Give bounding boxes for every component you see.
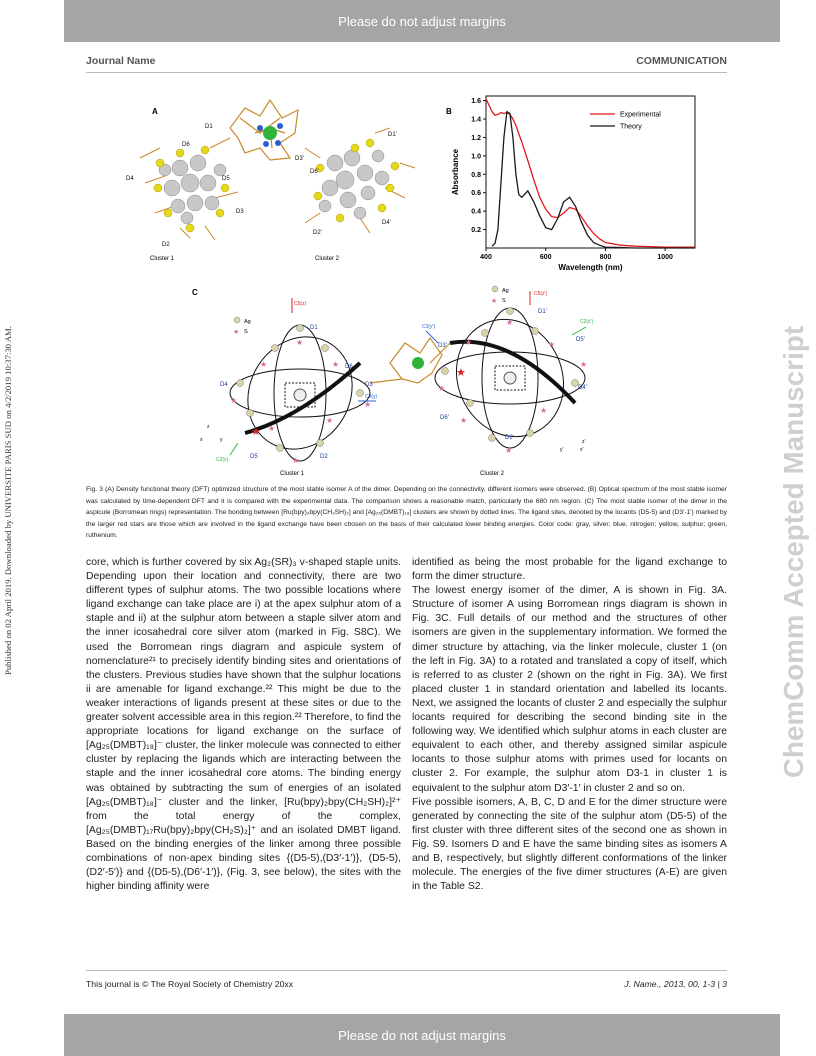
absorbance-chart — [440, 88, 705, 278]
footer-citation: J. Name., 2013, 00, 1-3 | 3 — [624, 979, 727, 989]
svg-text:★: ★ — [364, 400, 372, 409]
site-label: D4' — [382, 220, 391, 226]
site-label: D3' — [295, 156, 304, 162]
svg-text:★: ★ — [332, 360, 340, 369]
x-tick-label: 800 — [599, 254, 612, 261]
axis-x: x — [200, 437, 203, 443]
site-label: D6' — [310, 169, 319, 175]
watermark — [778, 268, 816, 778]
y-tick-label: 1.6 — [471, 98, 481, 106]
x-axis-label: Wavelength (nm) — [558, 263, 623, 272]
svg-text:★: ★ — [460, 416, 468, 425]
site-label: D6 — [182, 142, 190, 148]
figure-panel-a — [120, 88, 420, 263]
site-label: D4 — [220, 382, 228, 388]
axis-c5-label: C5(z) — [294, 301, 307, 307]
page-header — [86, 55, 727, 67]
site-label: D4' — [578, 385, 587, 391]
nitrogen-atom — [257, 125, 263, 131]
legend-c2 — [491, 286, 509, 305]
body-paragraph: Five possible isomers, A, B, C, D and E for the dimer structure were generated by connecting the site of the sulphur atom (D5-5) of the first cluster with three different sites of the second one as shown in Fig. S9. Isomers D and E have the same binding sites as isomers A and B, respectively, but slightly different conformations of the linker molecule. The energies of the five dimer structures (A-E) are given in the Table S2. — [412, 796, 727, 893]
axis-z: z — [207, 424, 210, 430]
x-tick-label: 400 — [480, 254, 492, 261]
site-label: D5' — [576, 337, 585, 343]
axis-c3-label: C3(y) — [365, 394, 378, 400]
cluster-2-structure — [305, 128, 415, 233]
axes-cluster-1 — [200, 298, 378, 463]
central-ag-atom — [294, 389, 306, 401]
y-tick-label: 0.6 — [471, 190, 481, 198]
site-label: D2' — [313, 230, 322, 236]
ruthenium-atom — [263, 126, 277, 140]
svg-text:★: ★ — [268, 424, 276, 433]
s-legend-marker: ★ — [491, 298, 498, 305]
body-paragraph: core, which is further covered by six Ag₂(SR)₃ v-shaped staple units. Depending upon their location and connectivity, there are two different types of sulphur atoms. The two possible locations where ligand exchange can take place are i) at the apex sulphur atom of a staple and ii) at the sulphur atom between a staple silver atom and the inner icosahedral core silver atom (marked in Fig. S8C). We used the Borromean rings diagram and aspicule system of nomenclature²¹ to precisely identify binding sites and orientations of the clusters. Previous studies have shown that the sulphur locations ii are amenable for ligand exchange.²² This might be due to the weaker interactions of ligands present at these sites or due to the greater solvent accessible area in this region.²² Therefore, to find the appropriate locations for ligand exchange on the surface of [Ag₂₅(DMBT)₁₈]⁻ cluster, the linker molecule was connected to either cluster by replacing the ligands which are interacting between the staple and the inner icosahedral core atoms. The binding energy was obtained by subtracting the sum of energies of an isolated [Ag₂₅(DMBT)₁₈]⁻ cluster and the linker, [Ru(bpy)₂bpy(CH₂SH)₂]²⁺ from the total energy of the complex, [Ag₂₅(DMBT)₁₇Ru(bpy)₂bpy(CH₂S)₂]⁺ and an isolated DMBT ligand. Based on the binding energies of the linker among three possible combinations of non-apex binding sites {(D5-5),(D3′-1′)}, (D5-5),(D2′-5′)} and {(D5-5),(D6′-1′)}, (Fig. 3, see below), the sites with the higher binding affinity were — [86, 557, 401, 893]
site-label: D2 — [162, 242, 170, 248]
svg-text:★: ★ — [260, 360, 268, 369]
footer-rule — [86, 970, 727, 971]
site-label: D1 — [310, 325, 318, 331]
site-label: D1' — [388, 132, 397, 138]
series-line-theory — [492, 112, 695, 248]
axis-c3-label: C3(y') — [422, 324, 436, 330]
site-label: D1' — [538, 309, 547, 315]
site-label: D3' — [438, 343, 447, 349]
journal-name: Journal Name — [86, 55, 156, 67]
site-label: D5 — [250, 454, 258, 460]
binding-site-star: ★ — [456, 367, 466, 379]
side-published-note — [3, 215, 17, 675]
y-tick-label: 1.2 — [471, 134, 481, 142]
y-tick-label: 0.8 — [471, 171, 481, 179]
ag-legend-marker — [234, 317, 240, 323]
ag-legend-label: Ag — [244, 319, 251, 325]
body-paragraph: The lowest energy isomer of the dimer, A is shown in Fig. 3A. Structure of isomer A using Borromean rings diagram is shown in Fig. 3C. Full details of our method and the structures of other isomers are given in the supplementary information. We formed the dimer structure by attaching, via the linker molecule, cluster 1 (on the left in Fig. 3A) to a rotated and translated a copy of itself, which is referred to as cluster 2 (shown on the right in Fig. 3A). We first placed cluster 1 in standard orientation and labelled its locants. Next, we assigned the locants of cluster 2 and especially the sulphur locants required for describing the second binding site in the following way. We identified which sulphur atoms in each cluster are equivalent to each other, and thereby assigned similar aspicule locants to those sulphur atoms with primes used for locants on cluster 2. For example, the sulphur atom D3-1 in cluster 1 is equivalent to the sulphur atom D3′-1′ in cluster 2 and so on. — [412, 585, 727, 794]
nitrogen-atom — [275, 140, 281, 146]
body-column-left — [86, 556, 401, 894]
page-footer — [86, 979, 727, 989]
axis-c5-label: C5(z') — [534, 291, 548, 297]
cluster-2-caption: Cluster 2 — [480, 471, 505, 477]
x-tick-label: 1000 — [657, 254, 673, 261]
site-label: D5 — [222, 176, 230, 182]
svg-text:★: ★ — [296, 338, 304, 347]
top-banner-text: Please do not adjust margins — [338, 13, 506, 29]
plot-frame — [486, 96, 695, 248]
site-label: D3 — [236, 209, 244, 215]
y-axis-label: Absorbance — [451, 148, 460, 196]
figure-panel-c — [120, 283, 620, 478]
legend-c1 — [233, 317, 251, 336]
ag-legend-marker — [492, 286, 498, 292]
binding-site-star: ★ — [251, 426, 261, 438]
section-name: COMMUNICATION — [636, 55, 727, 67]
s-legend-marker: ★ — [233, 329, 240, 336]
panel-a-label: A — [152, 107, 158, 116]
body-column-right — [412, 556, 727, 894]
site-label: D6 — [345, 364, 353, 370]
y-tick-label: 0.2 — [471, 227, 481, 235]
series-line-experimental — [486, 99, 695, 247]
axis-x: x' — [580, 447, 584, 453]
svg-text:★: ★ — [548, 340, 556, 349]
ruthenium-atom — [412, 357, 424, 369]
nitrogen-atom — [263, 141, 269, 147]
svg-text:★: ★ — [465, 338, 473, 347]
svg-text:★: ★ — [580, 360, 588, 369]
figure-caption: Fig. 3 (A) Density functional theory (DFT) optimized structure of the most stable isomer A of the dimer. Depending on the connectivity, different isomers were observed. (B) Optical spectrum of the most stable isomer was calculated by time-dependent DFT and it is compared with the experimental data. The comparison shows a reasonable match, particularly the 680 nm region. (C) The most stable isomer of the dimer in the aspicule (Borromean rings) representation. The bonding between [Ru(bpy)₂bpy(CH₂SH)₂] and [Ag₂₅(DMBT)₁₈] clusters are shown by dotted lines. The ligand sites, denoted by the locants (D5-5) and (D3′-1′) marked by the larger red stars are those which are involved in the ligand exchange have been chosen on the basis of their calculated lower binding energies. Color code: gray, silver; blue, nitrogen; yellow, sulphur; green, ruthenium. — [86, 486, 727, 540]
panel-c-label: C — [192, 288, 198, 297]
panel-b-label: B — [446, 107, 452, 116]
legend-label-theory: Theory — [620, 123, 642, 131]
footer-copyright: This journal is © The Royal Society of Chemistry 20xx — [86, 979, 294, 989]
site-label: D4 — [126, 176, 134, 182]
axis-y: y' — [560, 447, 564, 453]
axis-c2-label: C2(x) — [216, 457, 229, 463]
x-tick-label: 600 — [539, 254, 552, 261]
svg-text:★: ★ — [326, 416, 334, 425]
svg-text:★: ★ — [292, 456, 300, 465]
site-label: D2' — [505, 435, 514, 441]
ag-atoms — [237, 308, 579, 452]
y-tick-label: 1.0 — [471, 153, 481, 161]
s-legend-label: S — [244, 329, 248, 335]
header-rule — [86, 72, 727, 73]
central-ag-atom — [504, 372, 516, 384]
s-legend-label: S — [502, 298, 506, 304]
svg-text:★: ★ — [230, 396, 238, 405]
side-published-text: Published on 02 April 2019. Downloaded by UNIVERSITE PARIS SUD on 4/2/2019 10:37:30 AM. — [3, 326, 13, 675]
site-label: D1 — [205, 124, 213, 130]
svg-text:★: ★ — [506, 318, 514, 327]
legend-label-experimental: Experimental — [620, 111, 661, 119]
cluster-1-caption: Cluster 1 — [150, 256, 175, 262]
ag-legend-label: Ag — [502, 288, 509, 294]
body-paragraph: identified as being the most probable for the ligand exchange to form the dimer structure. — [412, 557, 727, 583]
bottom-banner-text: Please do not adjust margins — [338, 1027, 506, 1043]
axis-z: z' — [582, 439, 586, 445]
site-label: D6' — [440, 415, 449, 421]
svg-text:★: ★ — [438, 384, 446, 393]
site-label: D3 — [365, 382, 373, 388]
bottom-margin-banner — [64, 1014, 780, 1056]
cluster-1-caption: Cluster 1 — [280, 471, 305, 477]
site-label: D2 — [320, 454, 328, 460]
cluster-2-caption: Cluster 2 — [315, 256, 340, 262]
watermark-text: ChemComm Accepted Manuscript — [778, 325, 809, 778]
axis-c2-label: C2(x') — [580, 319, 594, 325]
nitrogen-atom — [277, 123, 283, 129]
svg-text:★: ★ — [505, 446, 513, 455]
top-margin-banner — [64, 0, 780, 42]
svg-text:★: ★ — [540, 406, 548, 415]
axis-y: y — [220, 437, 223, 443]
cluster-1-structure — [140, 138, 238, 240]
y-tick-label: 1.4 — [471, 116, 481, 124]
y-tick-label: 0.4 — [471, 208, 481, 216]
